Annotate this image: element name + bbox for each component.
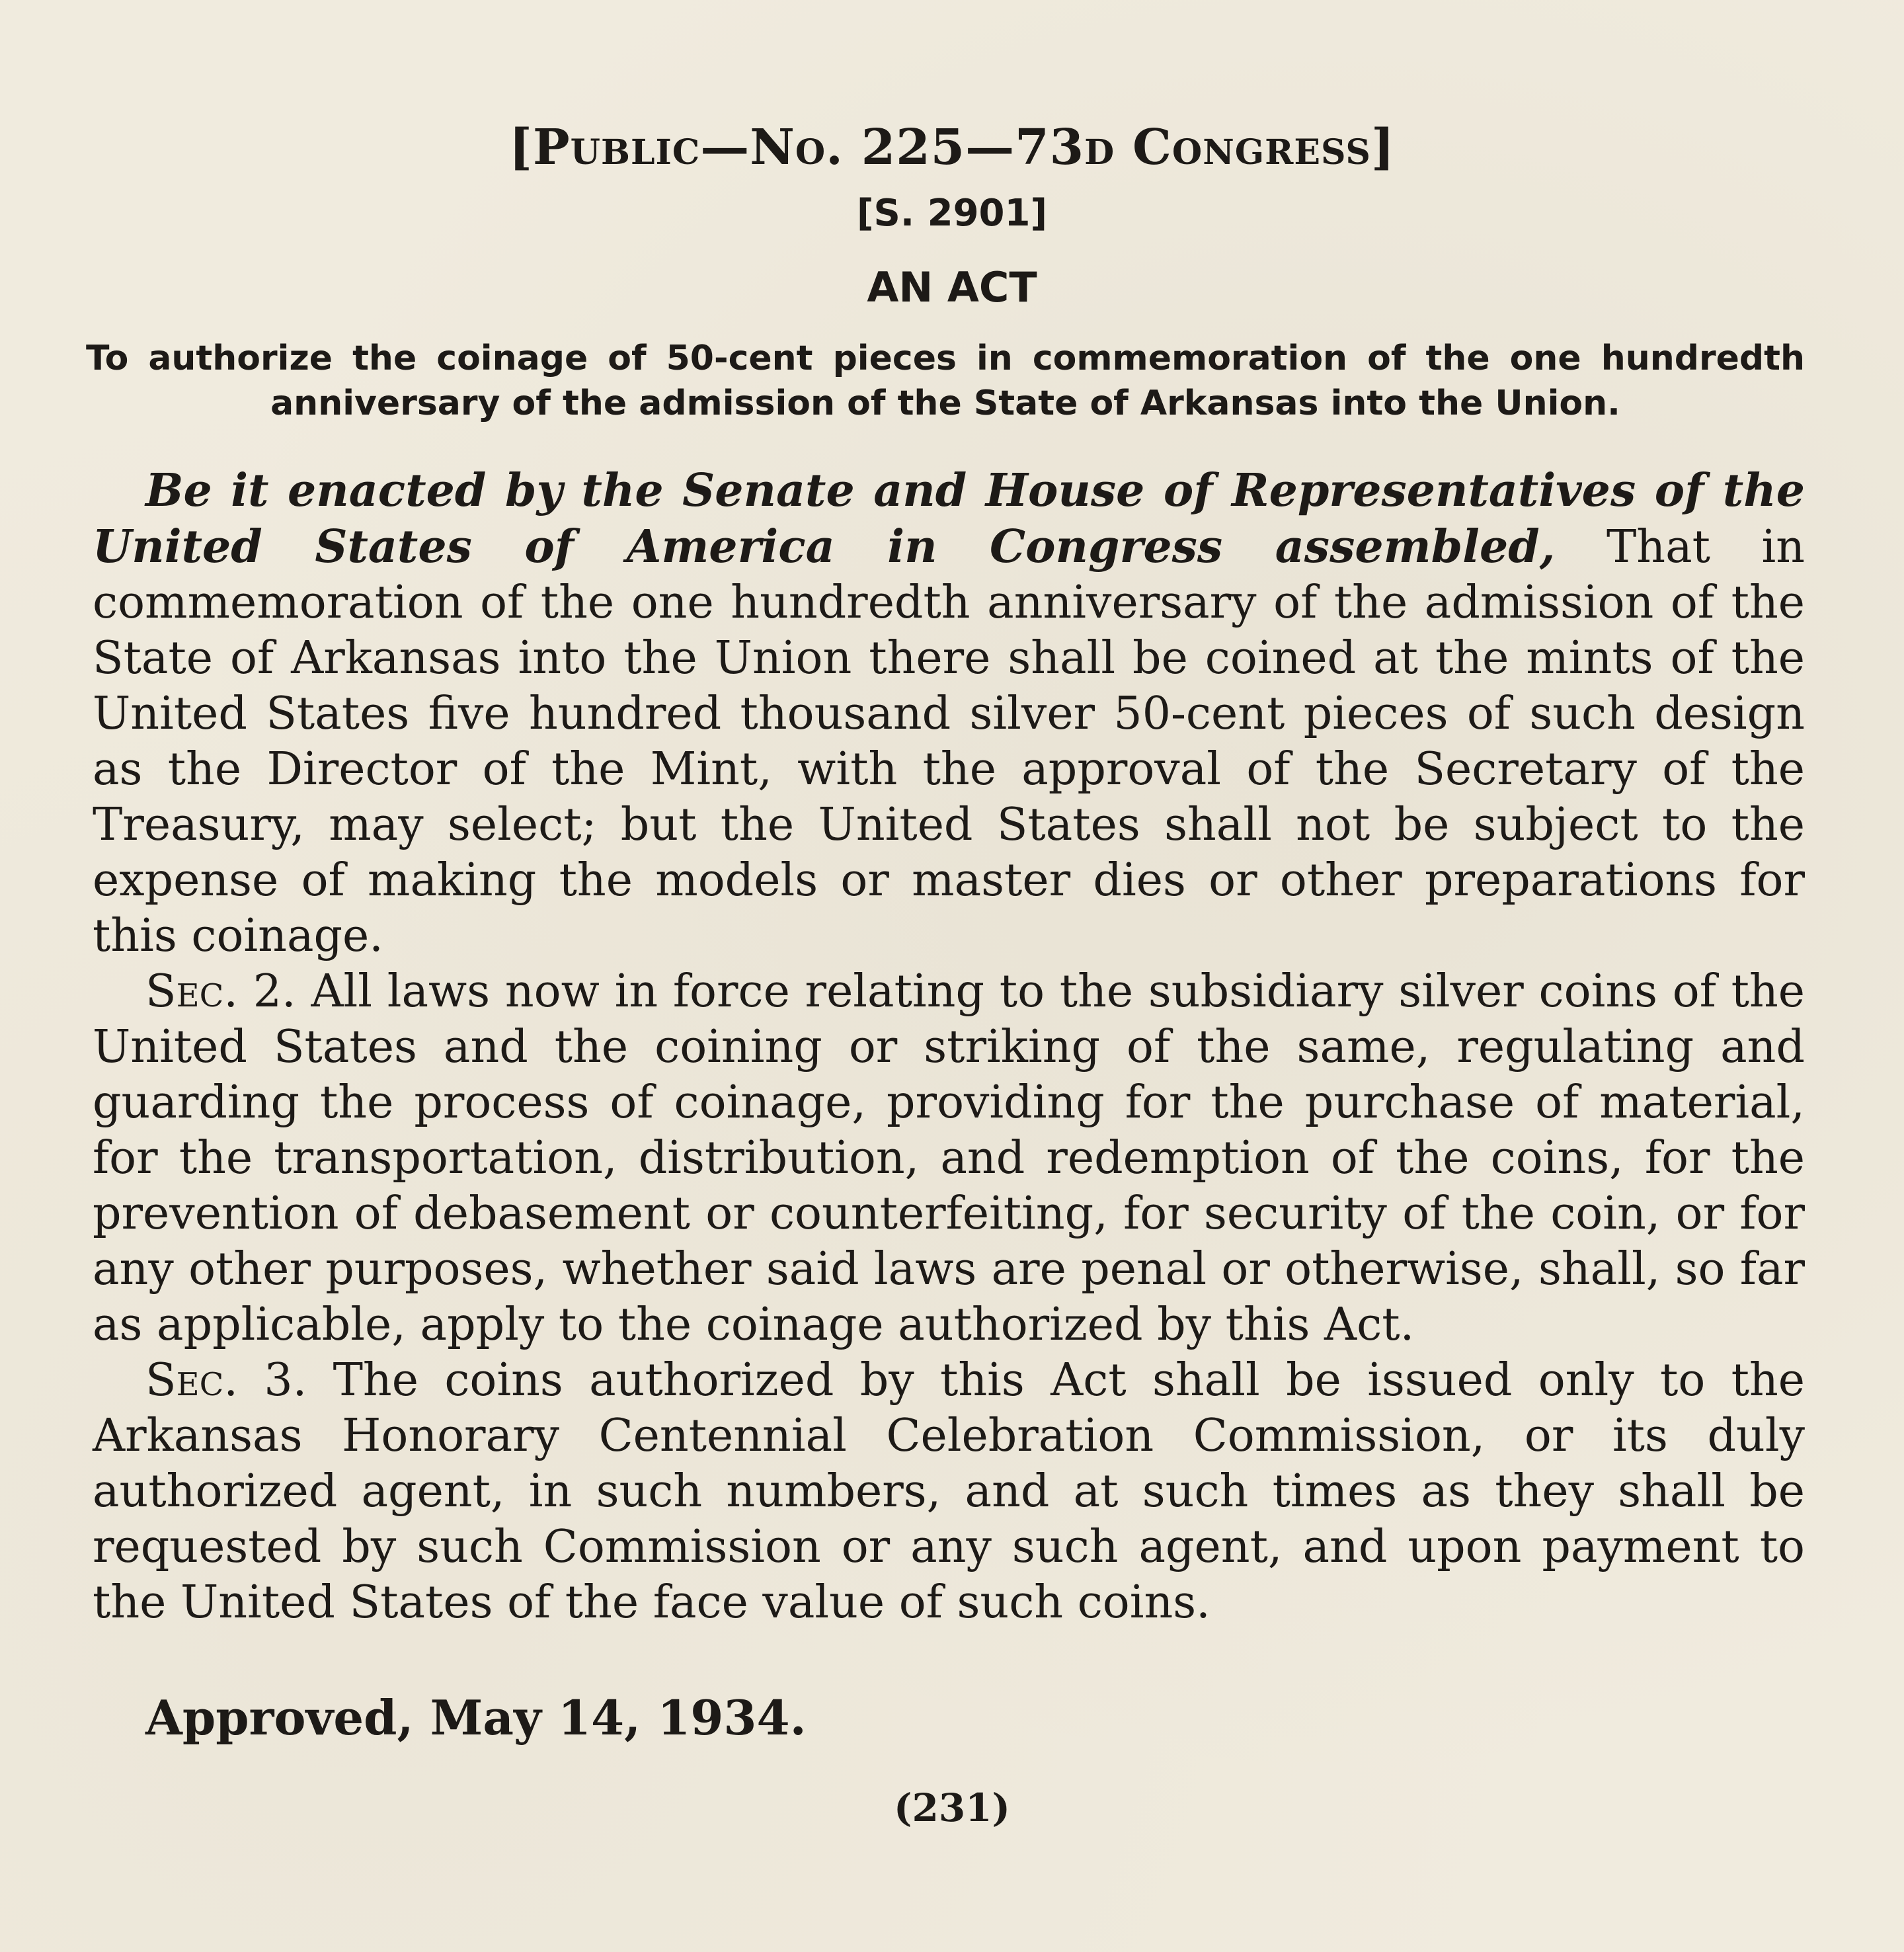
bill-number: [S. 2901]: [856, 192, 1048, 235]
enacting-clause: Be it enacted by the Senate and House of Representatives of the United States of America in Congress assembled,: [93, 464, 1805, 573]
section-3-label: Sec. 3.: [145, 1354, 307, 1406]
act-label: AN ACT: [867, 263, 1037, 311]
page-number: (231): [894, 1785, 1010, 1830]
section-3: [93, 1353, 1805, 1631]
section-3-text: The coins authorized by this Act shall be issued only to the Arkansas Honorary Centennial Celebration Commission, or its duly authorized agent, in such numbers, and at such times as they shall be requested by such Commission or any such agent, and upon payment to the United States of the face value of such coins.: [93, 1354, 1805, 1629]
section-2-text: All laws now in force relating to the subsidiary silver coins of the United States and the coining or striking of the same, regulating and guarding the process of coinage, providing for the purchase of material, for the transportation, distribution, and redemption of the coins, for the prevention of debasement or counterfeiting, for security of the coin, or for any other purposes, whether said laws are penal or otherwise, shall, so far as applicable, apply to the coinage authorized by this Act.: [93, 965, 1805, 1351]
section-1: [93, 463, 1805, 964]
act-purpose: To authorize the coinage of 50-cent pieces in commemoration of the one hundredth anniversary of the admission of the State of Arkansas into the Union.: [86, 339, 1805, 423]
approval-date: Approved, May 14, 1934.: [145, 1689, 807, 1746]
section-2: [93, 964, 1805, 1353]
act-body: [93, 463, 1805, 1631]
public-law-number: [Public—No. 225—73d Congress]: [509, 119, 1395, 176]
section-2-label: Sec. 2.: [145, 965, 296, 1018]
section-1-text: That in commemoration of the one hundredth anniversary of the admission of the State of Arkansas into the Union there shall be coined at the mints of the United States five hundred thousand silver 50-cent pieces of such design as the Director of the Mint, with the approval of the Secretary of the Treasury, may select; but the United States shall not be subject to the expense of making the models or master dies or other preparations for this coinage.: [93, 521, 1805, 962]
